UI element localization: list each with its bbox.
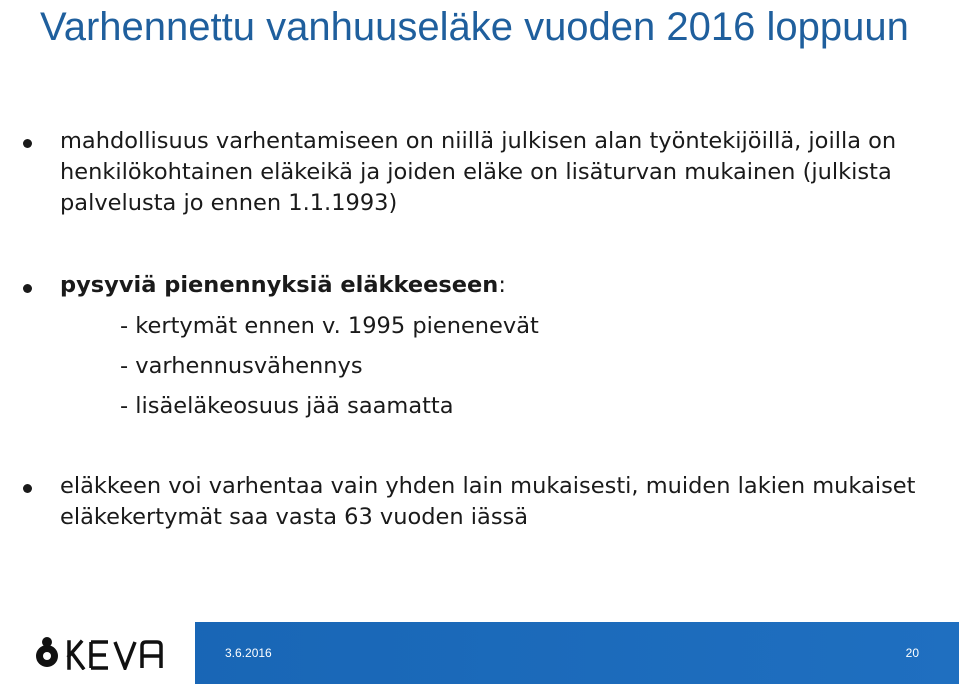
bullet-3-text: eläkkeen voi varhentaa vain yhden lain mukaisesti, muiden lakien mukaiset eläkekertymät saa vasta 63 vuoden iässä [60,473,916,530]
logo-area [0,622,195,684]
bullet-2-bold-text: pysyviä pienennyksiä eläkkeeseen [60,272,499,298]
bullet-dot [23,484,32,493]
page-number: 20 [905,646,919,660]
bullet-1-text: mahdollisuus varhentamiseen on niillä julkisen alan työntekijöillä, joilla on henkilökohtainen eläkeikä ja joiden eläke on lisäturvan mukainen (julkista palvelusta jo ennen 1.1.1993) [60,128,897,216]
bullet-dot [23,284,32,293]
slide-footer [0,622,959,684]
subitem-2: - varhennusvähennys [120,353,363,379]
footer-date: 3.6.2016 [225,646,272,660]
subitem-1: - kertymät ennen v. 1995 pienenevät [120,313,539,339]
bullet-dot [23,139,32,148]
subitem-3: - lisäeläkeosuus jää saamatta [120,393,454,419]
slide-title: Varhennettu vanhuuseläke vuoden 2016 loppuun [40,5,909,49]
bullet-2-suffix: : [498,272,506,298]
bullet-2 [60,270,940,301]
keva-logo [33,636,173,670]
